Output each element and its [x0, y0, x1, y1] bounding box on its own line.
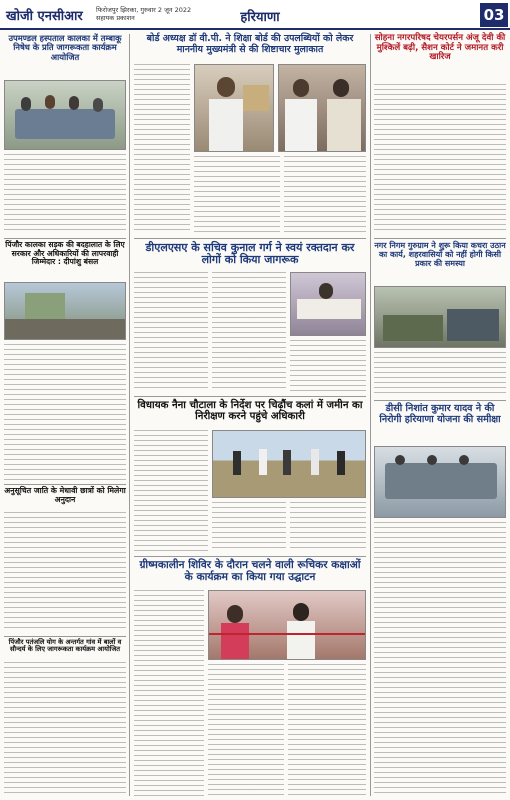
body-a5-col1 — [134, 64, 190, 234]
issue-date: फिरोजपुर झिरका, गुरुवार 2 जून 2022 — [96, 6, 192, 14]
article-a11 — [374, 404, 506, 425]
headline-a11: डीसी निशांत कुमार यादव ने की निरोगी हरियाणा योजना की समीक्षा — [379, 403, 501, 425]
photo-a11 — [374, 446, 506, 518]
article-a1 — [4, 34, 126, 62]
headline-a3: अनुसूचित जाति के मेधावी छात्रों को मिलेगा अनुदान — [4, 486, 126, 504]
body-a5-col2 — [194, 156, 280, 234]
headline-a4: पिंजौर पतंजलि योग के अन्तर्गत गांव में बालों व सौन्दर्य के लिए जागरूकता कार्यक्रम आयोजित — [8, 638, 122, 654]
body-a6-col3 — [290, 340, 366, 392]
body-a3 — [4, 512, 126, 632]
photo-a7 — [212, 430, 366, 498]
headline-a5: बोर्ड अध्यक्ष डॉ वी.पी. ने शिक्षा बोर्ड की उपलब्धियों को लेकर माननीय मुख्यमंत्री से की शिष्टाचार मुलाकात — [146, 33, 354, 55]
headline-a6: डीएलएसए के सचिव कुनाल गर्ग ने स्वयं रक्तदान कर लोगों को किया जागरूक — [145, 241, 355, 267]
article-a5 — [134, 34, 366, 55]
headline-a9: सोहना नगरपरिषद चेयरपर्सन अंजू देवी की मुश्किलें बढ़ी, सैशन कोर्ट ने जमानत करी खारिज — [374, 33, 506, 63]
headline-a7: विधायक नैना चौटाला के निर्देश पर चिढ़ौंच कलां में जमीन का निरीक्षण करने पहुंचे अधिकारी — [137, 400, 363, 423]
headline-a10: नगर निगम गुरुग्राम ने शुरू किया कचरा उठान का कार्य, शहरवासियों को नहीं होगी किसी प्रकार की समस्या — [374, 241, 506, 268]
page-number: 03 — [480, 3, 508, 27]
body-a7-col2 — [212, 502, 286, 552]
body-a8-col3 — [288, 664, 366, 796]
issue-subline: सहायक प्रकाशन — [96, 14, 135, 22]
headline-a1: उपमण्डल हस्पताल कालका में तम्बाकू निषेध के प्रति जागरूकता कार्यक्रम आयोजित — [8, 33, 122, 62]
body-a5-col3 — [284, 156, 366, 234]
article-a6 — [134, 242, 366, 267]
newspaper-brand: खोजी एनसीआर — [6, 9, 83, 24]
body-a11 — [374, 522, 506, 796]
photo-a1 — [4, 80, 126, 150]
body-a9 — [374, 84, 506, 234]
body-a10 — [374, 352, 506, 396]
photo-a2 — [4, 282, 126, 340]
article-a4 — [4, 639, 126, 654]
photo-a10 — [374, 286, 506, 348]
article-a9 — [374, 34, 506, 63]
photo-a8 — [208, 590, 366, 660]
masthead — [0, 0, 510, 30]
body-a7-col1 — [134, 430, 208, 552]
article-a2 — [4, 241, 126, 267]
body-a7-col3 — [290, 502, 366, 552]
body-a6-col2 — [212, 272, 286, 392]
article-a10 — [374, 242, 506, 269]
body-a6-col1 — [134, 272, 208, 392]
body-a4 — [4, 662, 126, 796]
section-title: हरियाणा — [240, 10, 280, 25]
body-a1 — [4, 154, 126, 234]
article-a8 — [134, 560, 366, 584]
body-a8-col2 — [208, 664, 284, 796]
body-a2 — [4, 344, 126, 480]
photo-a5-left — [194, 64, 274, 152]
headline-a2: पिंजौर कालका सड़क की बदहालात के लिए सरकार और अधिकारियों की लापरवाही जिम्मेदार : दीपांशु बंसल — [5, 240, 125, 266]
article-a7 — [134, 400, 366, 423]
headline-a8: ग्रीष्मकालीन शिविर के दौरान चलने वाली रूचिकर कक्षाओं के कार्यक्रम का किया गया उद्घाटन — [139, 559, 361, 583]
body-a8-col1 — [134, 590, 204, 796]
photo-a6 — [290, 272, 366, 336]
article-a3 — [4, 487, 126, 504]
photo-a5-right — [278, 64, 366, 152]
